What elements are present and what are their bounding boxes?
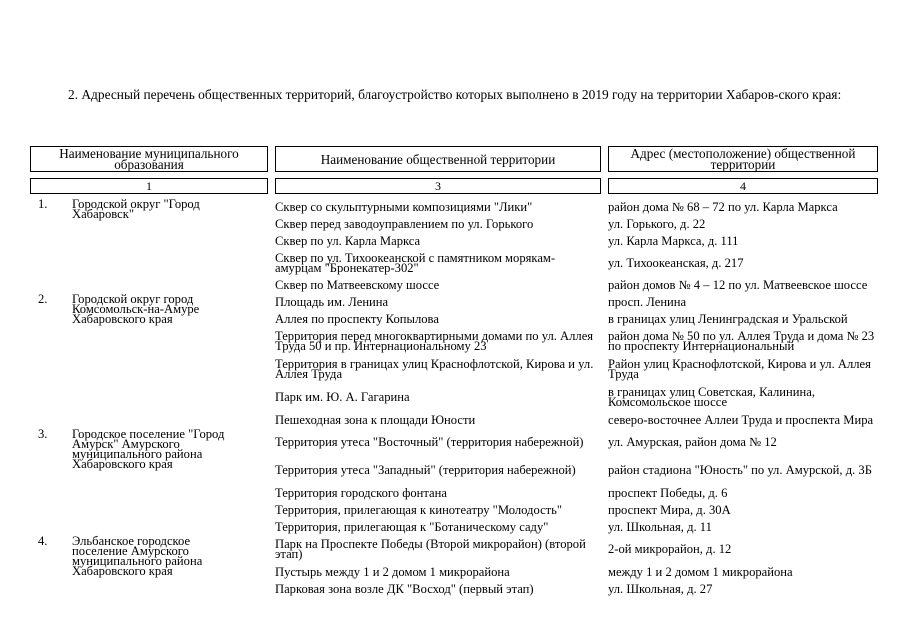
- territory-name: [275, 355, 601, 383]
- table-row: [30, 249, 878, 276]
- municipality-name: Городской округ город Комсомольск-на-Амуре Хабаровского края: [72, 292, 200, 326]
- territory-name: [275, 383, 601, 411]
- territory-address: [608, 327, 878, 355]
- territory-address: [608, 249, 878, 276]
- column-number: 3: [275, 178, 601, 194]
- territory-name: [275, 198, 601, 215]
- territory-address-text: ул. Карла Маркса, д. 111: [608, 233, 739, 248]
- group-number: 2.: [38, 292, 48, 306]
- territory-address-text: ул. Школьная, д. 11: [608, 519, 712, 534]
- table-row: [30, 580, 878, 597]
- territory-name-text: Аллея по проспекту Копылова: [275, 311, 439, 326]
- territory-name-text: Территория городского фонтана: [275, 485, 447, 500]
- territory-name: [275, 232, 601, 249]
- territory-name: [275, 411, 601, 428]
- territory-name: [275, 535, 601, 563]
- territory-address-text: ул. Горького, д. 22: [608, 216, 706, 231]
- territory-address-text: район дома № 68 – 72 по ул. Карла Маркса: [608, 199, 838, 214]
- table-body: [30, 198, 878, 597]
- territory-address-text: проспект Мира, д. 30А: [608, 502, 731, 517]
- territory-name: [275, 249, 601, 276]
- territory-address: [608, 383, 878, 411]
- territory-address: [608, 535, 878, 563]
- territory-address: [608, 411, 878, 428]
- territory-address-text: просп. Ленина: [608, 294, 687, 309]
- territory-address-text: в границах улиц Советская, Калинина, Комсомольское шоссе: [608, 385, 815, 409]
- territory-address: [608, 580, 878, 597]
- column-number-row: [30, 178, 878, 194]
- territory-name: [275, 563, 601, 580]
- territory-name: [275, 276, 601, 293]
- territory-name-text: Парковая зона возле ДК "Восход" (первый этап): [275, 581, 534, 596]
- territory-name-text: Территория утеса "Западный" (территория набережной): [275, 463, 576, 477]
- table-row: [30, 501, 878, 518]
- territory-address: [608, 563, 878, 580]
- table-row: [30, 355, 878, 383]
- territory-address: [608, 428, 878, 456]
- territory-address-text: ул. Амурская, район дома № 12: [608, 435, 777, 449]
- table-row: [30, 327, 878, 355]
- territory-address: [608, 501, 878, 518]
- territory-name-text: Сквер по ул. Тихоокеанской с памятником морякам-амурцам "Бронекатер-302": [275, 250, 556, 275]
- territory-name-text: Сквер по ул. Карла Маркса: [275, 233, 421, 248]
- territory-address: [608, 198, 878, 215]
- territory-name: [275, 484, 601, 501]
- table-row: [30, 232, 878, 249]
- territory-name-text: Территория перед многоквартирными домами по ул. Аллея Труда 50 и пр. Интернациональному 23: [275, 329, 594, 353]
- group-number: 4.: [38, 534, 48, 548]
- territory-address-text: между 1 и 2 домом 1 микрорайона: [608, 564, 793, 579]
- table-row: [30, 215, 878, 232]
- territory-address: [608, 215, 878, 232]
- territory-name-text: Сквер по Матвеевскому шоссе: [275, 277, 440, 292]
- municipality-name: Городской округ "Город Хабаровск": [72, 197, 200, 221]
- territory-address-text: в границах улиц Ленинградская и Уральской: [608, 311, 848, 326]
- territory-address-text: ул. Тихоокеанская, д. 217: [608, 255, 744, 270]
- territory-address-text: район домов № 4 – 12 по ул. Матвеевское шоссе: [608, 277, 868, 292]
- territory-address-text: район стадиона "Юность" по ул. Амурской, д. 3Б: [608, 463, 872, 477]
- territory-address-text: проспект Победы, д. 6: [608, 485, 728, 500]
- territory-name: [275, 327, 601, 355]
- territory-name-text: Пешеходная зона к площади Юности: [275, 412, 476, 427]
- municipality-name: Городское поселение "Город Амурск" Амурского муниципального района Хабаровского края: [72, 427, 225, 471]
- territory-name: [275, 293, 601, 310]
- territory-name-text: Территория, прилегающая к "Ботаническому саду": [275, 519, 549, 534]
- intro-paragraph: 2. Адресный перечень общественных территорий, благоустройство которых выполнено в 2019 году на территории Хабаров-ского края:: [68, 87, 842, 102]
- territory-name-text: Сквер перед заводоуправлением по ул. Горького: [275, 216, 534, 231]
- territory-name-text: Территория в границах улиц Краснофлотской, Кирова и ул. Аллея Труда: [275, 357, 594, 381]
- territory-name: [275, 518, 601, 535]
- territory-address: [608, 518, 878, 535]
- territory-address-text: район дома № 50 по ул. Аллея Труда и дома № 23 по проспекту Интернациональный: [608, 329, 875, 353]
- territory-name-text: Парк на Проспекте Победы (Второй микрорайон) (второй этап): [275, 537, 586, 561]
- territory-name-text: Площадь им. Ленина: [275, 294, 389, 309]
- header-address: Адрес (местоположение) общественной территории: [608, 146, 878, 172]
- territory-address: [608, 484, 878, 501]
- territory-name-text: Сквер со скульптурными композициями "Лики": [275, 199, 533, 214]
- territory-address: [608, 232, 878, 249]
- territory-address: [608, 355, 878, 383]
- territory-name-text: Территория, прилегающая к кинотеатру "Молодость": [275, 502, 563, 517]
- column-number: 1: [30, 178, 268, 194]
- municipality-name: Эльбанское городское поселение Амурского муниципального района Хабаровского края: [72, 534, 203, 578]
- header-municipality: Наименование муниципального образования: [30, 146, 268, 172]
- territory-name: [275, 428, 601, 456]
- table-row: [30, 383, 878, 411]
- column-number: 4: [608, 178, 878, 194]
- table-header: [30, 145, 878, 173]
- table-row: [30, 484, 878, 501]
- territory-address-text: ул. Школьная, д. 27: [608, 581, 713, 596]
- territory-address: [608, 456, 878, 484]
- group-number: 1.: [38, 197, 48, 211]
- territory-address-text: северо-восточнее Аллеи Труда и проспекта Мира: [608, 412, 874, 427]
- territory-address: [608, 293, 878, 310]
- territory-name: [275, 310, 601, 327]
- territory-address-text: 2-ой микрорайон, д. 12: [608, 542, 732, 556]
- territory-address: [608, 276, 878, 293]
- territory-name: [275, 456, 601, 484]
- territory-name-text: Пустырь между 1 и 2 домом 1 микрорайона: [275, 564, 510, 579]
- territory-name-text: Парк им. Ю. А. Гагарина: [275, 390, 410, 404]
- group-number: 3.: [38, 427, 48, 441]
- territory-name: [275, 215, 601, 232]
- territory-name: [275, 501, 601, 518]
- territory-address: [608, 310, 878, 327]
- territory-name: [275, 580, 601, 597]
- table-row: [30, 197, 878, 221]
- territories-table: [30, 145, 878, 597]
- territory-name-text: Территория утеса "Восточный" (территория набережной): [275, 435, 584, 449]
- territory-address-text: Район улиц Краснофлотской, Кирова и ул. Аллея Труда: [608, 357, 871, 381]
- header-territory-name: Наименование общественной территории: [275, 146, 601, 172]
